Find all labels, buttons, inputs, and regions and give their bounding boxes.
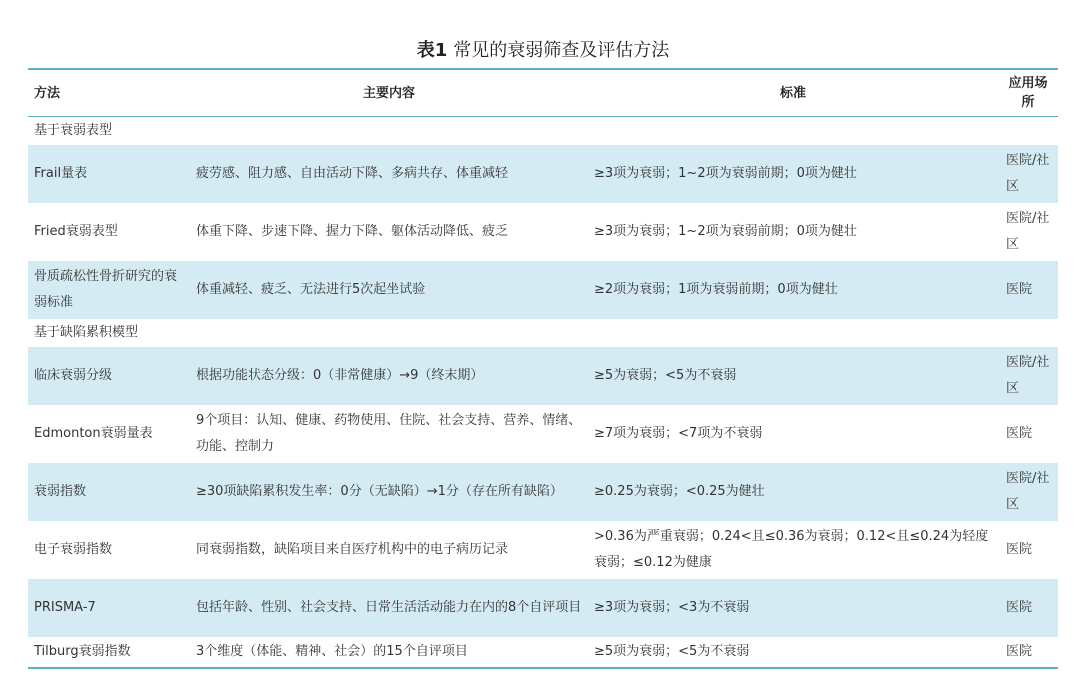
header-method: 方法 bbox=[28, 69, 190, 117]
group-label: 基于缺陷累积模型 bbox=[28, 319, 1058, 347]
content-cell: 根据功能状态分级：0（非常健康）→9（终末期） bbox=[190, 347, 588, 405]
table-row bbox=[28, 405, 1058, 463]
criteria-cell: ≥3项为衰弱；1~2项为衰弱前期；0项为健壮 bbox=[588, 145, 998, 203]
method-cell: 骨质疏松性骨折研究的衰弱标准 bbox=[28, 261, 190, 319]
criteria-cell: ≥7项为衰弱；<7项为不衰弱 bbox=[588, 405, 998, 463]
header-content: 主要内容 bbox=[190, 69, 588, 117]
criteria-cell: >0.36为严重衰弱；0.24<且≤0.36为衰弱；0.12<且≤0.24为轻度衰弱；≤0.12为健康 bbox=[588, 521, 998, 579]
place-cell: 医院/社区 bbox=[998, 347, 1058, 405]
header-place: 应用场所 bbox=[998, 69, 1058, 117]
criteria-cell: ≥3项为衰弱；<3为不衰弱 bbox=[588, 579, 998, 637]
content-cell: 体重减轻、疲乏、无法进行5次起坐试验 bbox=[190, 261, 588, 319]
content-cell: 包括年龄、性别、社会支持、日常生活活动能力在内的8个自评项目 bbox=[190, 579, 588, 637]
table-title: 常见的衰弱筛查及评估方法 bbox=[453, 40, 670, 61]
content-cell: ≥30项缺陷累积发生率：0分（无缺陷）→1分（存在所有缺陷） bbox=[190, 463, 588, 521]
place-cell: 医院 bbox=[998, 261, 1058, 319]
place-cell: 医院/社区 bbox=[998, 203, 1058, 261]
method-cell: 衰弱指数 bbox=[28, 463, 190, 521]
place-cell: 医院 bbox=[998, 579, 1058, 637]
criteria-cell: ≥5项为衰弱；<5为不衰弱 bbox=[588, 637, 998, 668]
content-cell: 疲劳感、阻力感、自由活动下降、多病共存、体重减轻 bbox=[190, 145, 588, 203]
method-cell: PRISMA-7 bbox=[28, 579, 190, 637]
criteria-cell: ≥5为衰弱；<5为不衰弱 bbox=[588, 347, 998, 405]
table-row bbox=[28, 203, 1058, 261]
method-cell: 临床衰弱分级 bbox=[28, 347, 190, 405]
table-row bbox=[28, 579, 1058, 637]
table-row bbox=[28, 145, 1058, 203]
place-cell: 医院/社区 bbox=[998, 145, 1058, 203]
table-row bbox=[28, 637, 1058, 668]
method-cell: Fried衰弱表型 bbox=[28, 203, 190, 261]
criteria-cell: ≥2项为衰弱；1项为衰弱前期；0项为健壮 bbox=[588, 261, 998, 319]
frailty-assessment-table bbox=[28, 68, 1058, 669]
header-row bbox=[28, 69, 1058, 117]
place-cell: 医院 bbox=[998, 637, 1058, 668]
content-cell: 9个项目：认知、健康、药物使用、住院、社会支持、营养、情绪、功能、控制力 bbox=[190, 405, 588, 463]
group-row bbox=[28, 319, 1058, 347]
table-row bbox=[28, 261, 1058, 319]
table-row bbox=[28, 463, 1058, 521]
table-number: 表1 bbox=[416, 40, 448, 61]
place-cell: 医院 bbox=[998, 405, 1058, 463]
method-cell: Edmonton衰弱量表 bbox=[28, 405, 190, 463]
criteria-cell: ≥3项为衰弱；1~2项为衰弱前期；0项为健壮 bbox=[588, 203, 998, 261]
method-cell: Frail量表 bbox=[28, 145, 190, 203]
table-row bbox=[28, 347, 1058, 405]
table-row bbox=[28, 521, 1058, 579]
criteria-cell: ≥0.25为衰弱；<0.25为健壮 bbox=[588, 463, 998, 521]
table-container bbox=[28, 36, 1058, 669]
place-cell: 医院/社区 bbox=[998, 463, 1058, 521]
content-cell: 体重下降、步速下降、握力下降、躯体活动降低、疲乏 bbox=[190, 203, 588, 261]
table-caption bbox=[28, 36, 1058, 68]
method-cell: 电子衰弱指数 bbox=[28, 521, 190, 579]
method-cell: Tilburg衰弱指数 bbox=[28, 637, 190, 668]
group-row bbox=[28, 117, 1058, 146]
group-label: 基于衰弱表型 bbox=[28, 117, 1058, 146]
content-cell: 3个维度（体能、精神、社会）的15个自评项目 bbox=[190, 637, 588, 668]
place-cell: 医院 bbox=[998, 521, 1058, 579]
header-criteria: 标准 bbox=[588, 69, 998, 117]
content-cell: 同衰弱指数，缺陷项目来自医疗机构中的电子病历记录 bbox=[190, 521, 588, 579]
